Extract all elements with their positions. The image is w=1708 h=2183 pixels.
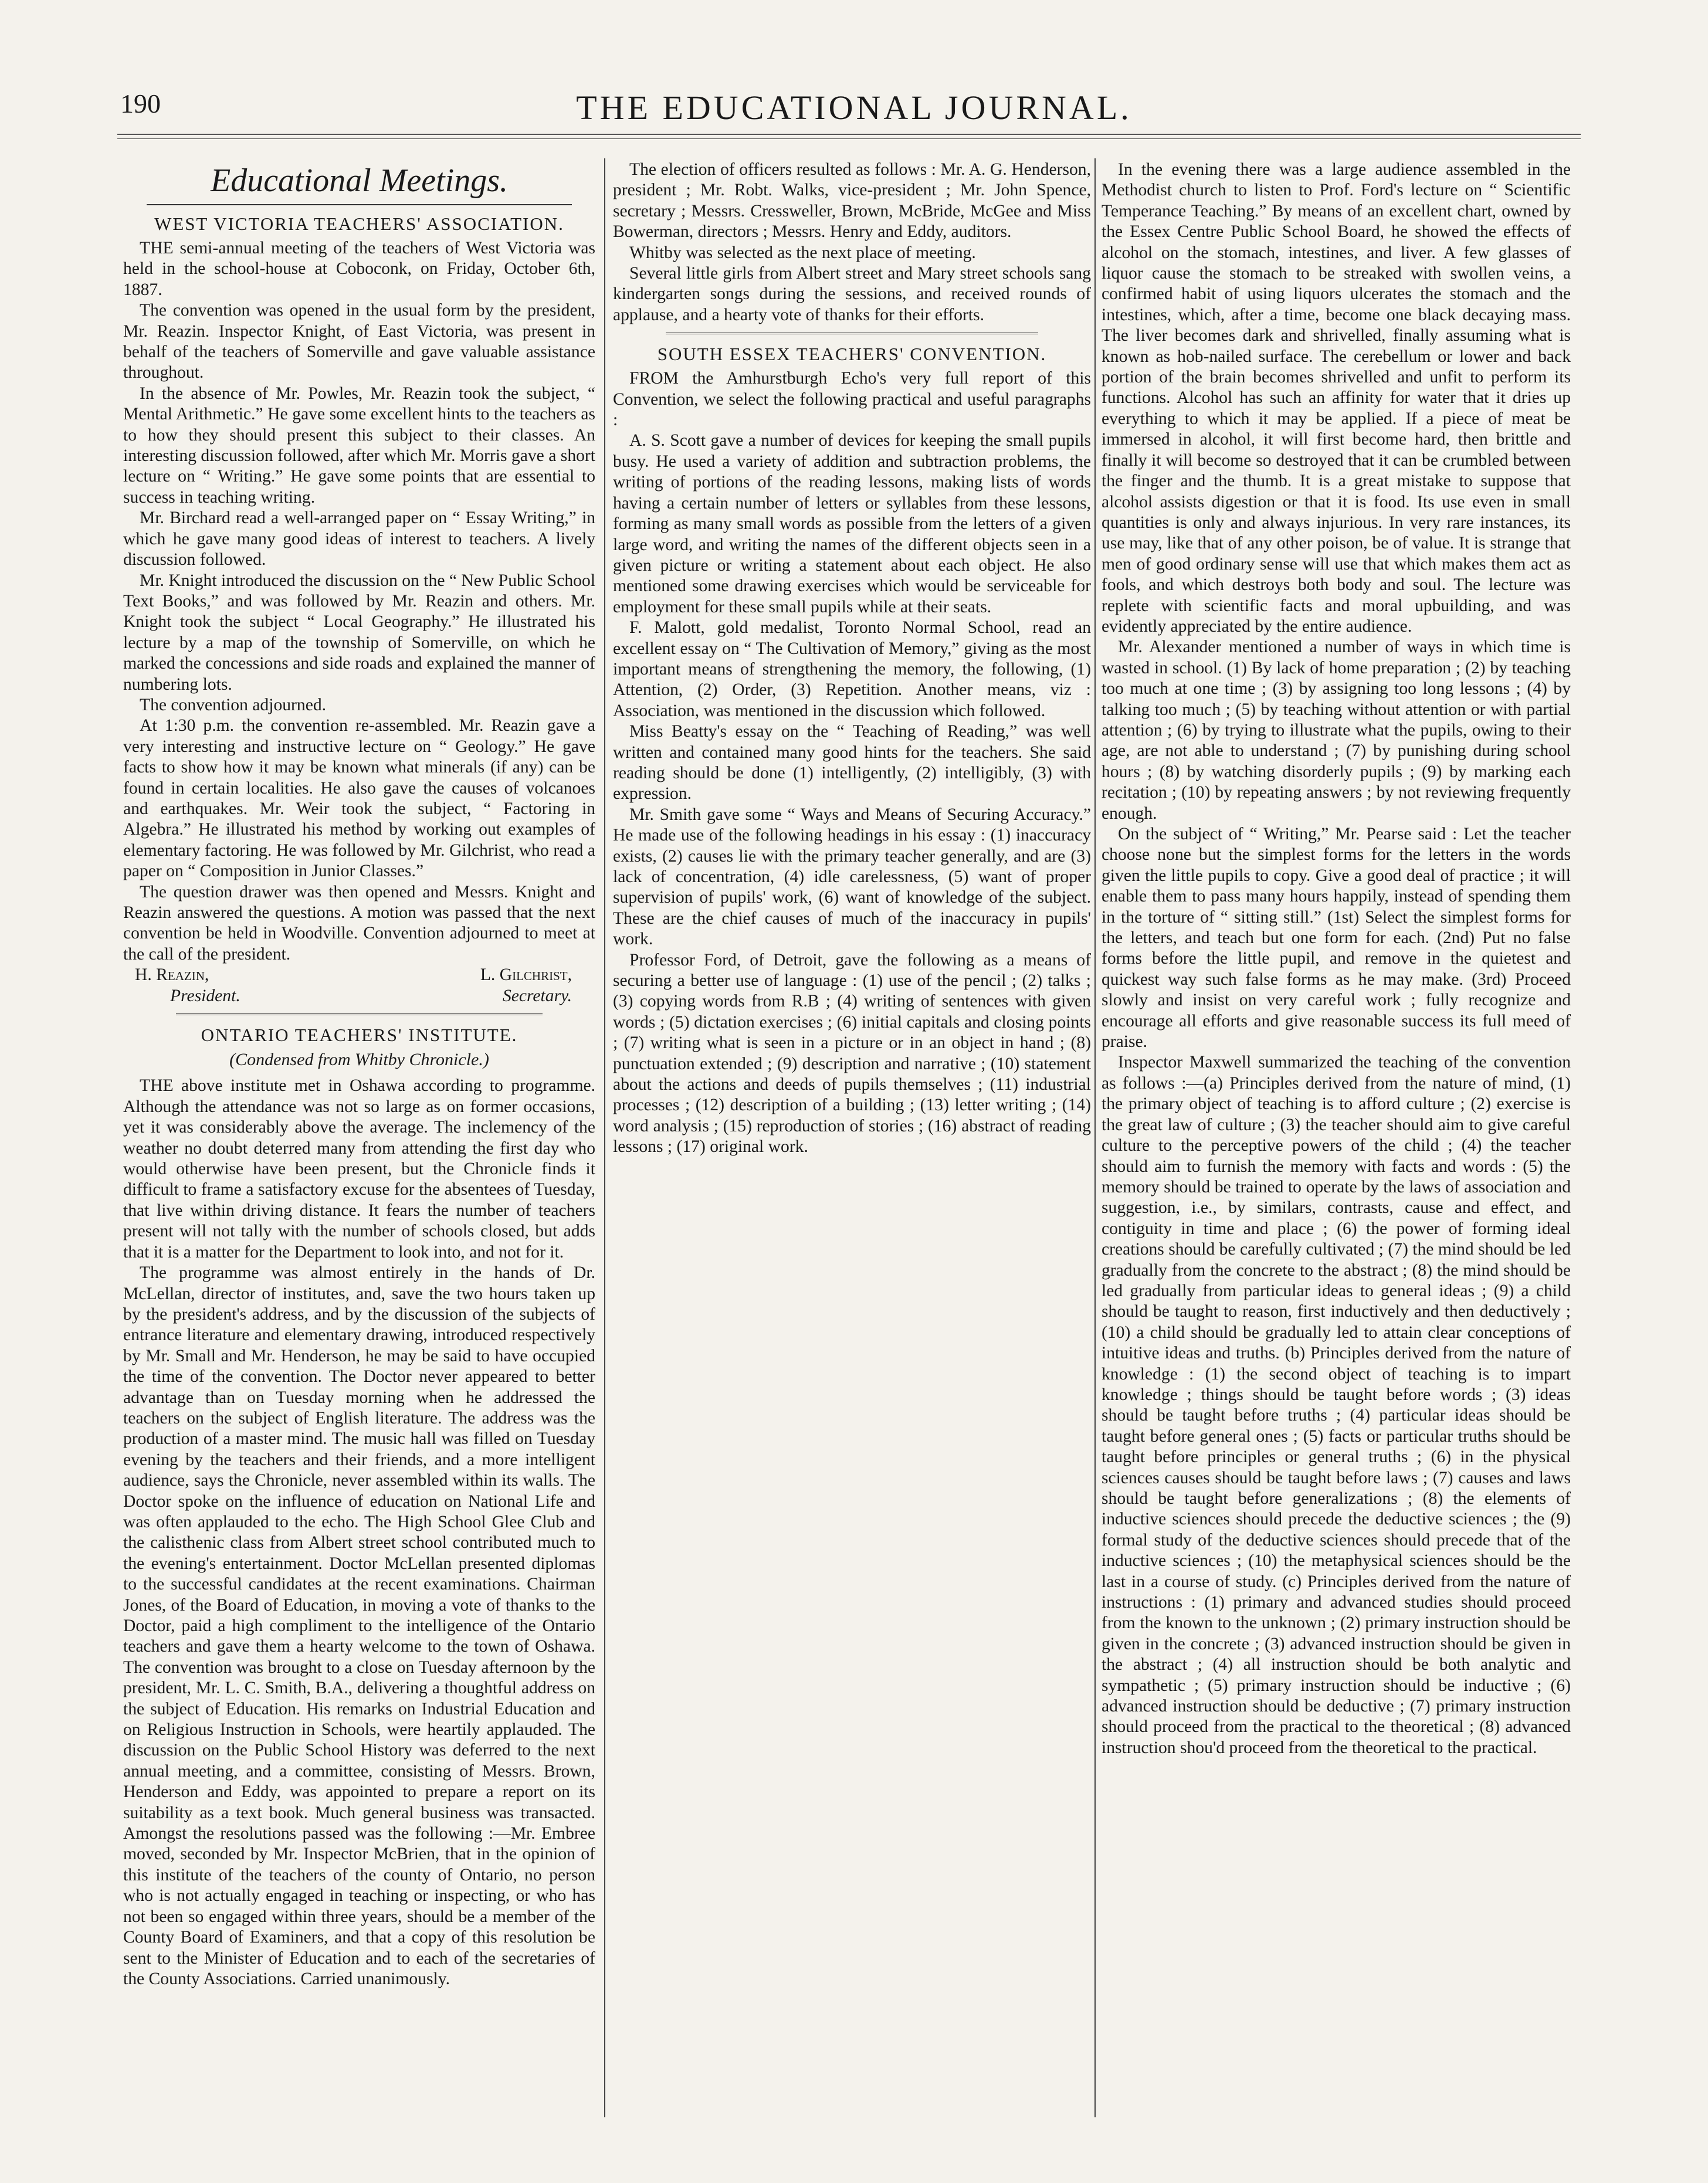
page-number: 190 [120, 89, 161, 118]
west-victoria-heading: WEST VICTORIA TEACHERS' ASSOCIATION. [154, 213, 564, 234]
paragraph: Professor Ford, of Detroit, gave the following as a means of securing a better use of language : (1) use of the pencil ; (2) talks ; (3) copying words from R.B ; (4) writing of sentences with given words ; (5) dictation exercises ; (6) initial capitals and closing points ; (7) writing what is seen in a picture or in an object in hand ; (8) punctuation extended ; (9) description and narrative ; (10) statement about the actions and deeds of pupils themselves ; (11) industrial processes ; (12) description of a building ; (13) letter writing ; (14) word analysis ; (15) reproduction of stories ; (16) abstract of reading lessons ; (17) original work. [613, 950, 1091, 1157]
paragraph: The programme was almost entirely in the hands of Dr. McLellan, director of institutes, and, save the two hours taken up by the president's address, and by the discussion of the subjects of entrance literature and elementary drawing, introduced respectively by Mr. Small and Mr. Henderson, he may be said to have occupied the time of the convention. The Doctor never appeared to better advantage than on Tuesday morning when he addressed the teachers on the subject of English literature. The address was the production of a master mind. The music hall was filled on Tuesday evening by the teachers and their friends, and a more intelligent audience, says the Chronicle, never assembled within its walls. The Doctor spoke on the influence of education on National Life and was often applauded to the echo. The High School Glee Club and the calisthenic class from Albert street school contributed much to the evening's entertainment. Doctor McLellan presented diplomas to the successful candidates at the recent examinations. Chairman Jones, of the Board of Education, in moving a vote of thanks to the Doctor, paid a high compliment to the intelligence of the Ontario teachers and gave them a hearty welcome to the town of Oshawa. The convention was brought to a close on Tuesday afternoon by the president, Mr. L. C. Smith, B.A., delivering a thoughtful address on the subject of Education. His remarks on Industrial Education and on Religious Instruction in Schools, were heartily applauded. The discussion on the Public School History was deferred to the next annual meeting, and a committee, consisting of Messrs. Brown, Henderson and Eddy, was appointed to prepare a report on its suitability as a text book. Much general business was transacted. Amongst the resolutions passed was the following :—Mr. Embree moved, seconded by Mr. Inspector McBrien, that in the opinion of this institute of the teachers of the county of Ontario, no person who is not actually engaged in teaching or inspecting, or who has not been so engaged within three years, should be a member of the County Board of Examiners, and that a copy of this resolution be sent to the Minister of Education and to each of the secretaries of the County Associations. Carried unanimously. [123, 1263, 595, 1988]
divider-rule [666, 333, 1038, 334]
paragraph: THE above institute met in Oshawa according to programme. Although the attendance was not so large as on former occasions, yet it was considerably above the average. The inclemency of the weather no doubt deterred many from attending the first day who would otherwise have been present, but the Chronicle finds it difficult to frame a satisfactory excuse for the absentees of Tuesday, that live within driving distance. It fears the number of teachers present will not tally with the number of schools closed, but adds that it is a matter for the Department to look into, and not for it. [123, 1076, 595, 1262]
paragraph: The convention adjourned. [140, 695, 327, 714]
paragraph: Whitby was selected as the next place of meeting. [629, 243, 976, 262]
paragraph: Inspector Maxwell summarized the teaching of the convention as follows :—(a) Principles derived from the nature of mind, (1) the primary object of teaching is to afford culture ; (2) exercise is the great law of culture ; (3) the teacher should aim to give careful culture to the perceptive powers of the child ; (4) the teacher should aim to furnish the memory with facts and words : (5) the memory should be trained to operate by the laws of association and suggestion, i.e., by similars, contrasts, cause and effect, and contiguity in time and place ; (6) the power of forming ideal creations should be carefully cultivated ; (7) the mind should be led gradually from the concrete to the abstract ; (8) the mind should be led gradually from particular ideas to general ideas ; (9) a child should be taught to reason, first inductively and then deductively ; (10) a child should be gradually led to attain clear conceptions of intuitive ideas and truths. (b) Principles derived from the nature of knowledge : (1) the second object of teaching is to impart knowledge ; things should be taught before words ; (3) ideas should be taught before truths ; (4) particular ideas should be taught before general ones ; (5) facts or particular truths should be taught before principles or general truths ; (6) in the physical sciences causes should be taught before laws ; (7) causes and laws should be taught before generalizations ; (8) the elements of inductive sciences should precede the deductive sciences ; the (9) formal study of the deductive sciences should precede that of the inductive sciences ; (10) the metaphysical sciences should be the last in a course of study. (c) Principles derived from the nature of instructions : (1) primary and advanced studies should proceed from the known to the unknown ; (2) primary instruction should be given in the concrete ; (3) advanced instruction should be given in the abstract ; (4) all instruction should be both analytic and sympathetic ; (5) primary instruction should be inductive ; (6) advanced instruction should be deductive ; (7) primary instruction should proceed from the practical to the theoretical ; (8) advanced instruction shou'd proceed from the theoretical to the practical. [1102, 1053, 1571, 1757]
section-title: Educational Meetings. [210, 162, 508, 199]
paragraph: A. S. Scott gave a number of devices for keeping the small pupils busy. He used a variety of addition and subtraction problems, the writing of portions of the reading lessons, making lists of words having a certain number of letters or syllables from these lessons, forming as many small words as possible from the letters of a given large word, and writing the names of the different objects seen in a given picture or writing a statement about each object. He also mentioned some drawing exercises which would be serviceable for employment for these small pupils while at their seats. [613, 431, 1091, 616]
paragraph: In the evening there was a large audience assembled in the Methodist church to listen to Prof. Ford's lecture on “ Scientific Temperance Teaching.” By means of an excellent chart, owned by the Essex Centre Public School Board, he showed the effects of alcohol on the stomach, intestines, and liver. A few glasses of liquor cause the stomach to be streaked with swollen veins, a confirmed habit of using liquors ulcerates the stomach and the intestines, which, after a time, become one black decaying mass. The liver becomes dark and shrivelled, finally assuming what is known as hob-nailed surface. The cerebellum or lower and back portion of the brain becomes shrivelled and unfit to perform its functions. Alcohol has such an affinity for water that it dries up everything to which it may be applied. If a piece of meat be immersed in alcohol, it will first become hard, then brittle and finally it will become so destroyed that it can be crumbled between the finger and the thumb. It is a great mistake to suppose that alcohol assists digestion or that it is food. Its use even in small quantities is only and always injurious. In very rare instances, its use may, like that of any other poison, be of value. It is strange that men of good ordinary sense will use that which makes them act as fools, and which destroys both body and soul. The lecture was replete with scientific facts and moral upbuilding, and was evidently appreciated by the entire audience. [1102, 160, 1571, 636]
ontario-heading: ONTARIO TEACHERS' INSTITUTE. [201, 1025, 518, 1046]
paragraph: Miss Beatty's essay on the “ Teaching of Reading,” was well written and contained many good hints for the teachers. She said reading should be done (1) intelligently, (2) intelligibly, (3) with expression. [613, 722, 1091, 804]
ontario-subheading: (Condensed from Whitby Chronicle.) [229, 1050, 489, 1070]
secretary-title: Secretary. [502, 986, 572, 1005]
header-rule-thin [117, 138, 1581, 139]
divider-rule [176, 1013, 543, 1015]
paragraph: The election of officers resulted as follows : Mr. A. G. Henderson, president ; Mr. Robt. Walks, vice-president ; Mr. John Spence, secretary ; Messrs. Cressweller, Brown, McBride, McGee and Miss Bowerman, directors ; Messrs. Henry and Eddy, auditors. [613, 160, 1091, 242]
signature-titles [123, 986, 595, 1006]
paragraph: The question drawer was then opened and Messrs. Knight and Reazin answered the questions. A motion was passed that the next convention be held in Woodville. Convention adjourned to meet at the call of the president. [123, 882, 595, 964]
paragraph: THE semi-annual meeting of the teachers of West Victoria was held in the school-house at Coboconk, on Friday, October 6th, 1887. [123, 239, 595, 299]
paragraph: Mr. Knight introduced the discussion on the “ New Public School Text Books,” and was followed by Mr. Reazin and others. Mr. Knight took the subject “ Local Geography.” He illustrated his lecture by a map of the township of Somerville, on which he marked the concessions and side roads and explained the manner of numbering lots. [123, 571, 595, 694]
column-divider [604, 158, 605, 2117]
signature-names [123, 965, 595, 985]
running-head: THE EDUCATIONAL JOURNAL. [576, 89, 1132, 127]
paragraph: Mr. Alexander mentioned a number of ways in which time is wasted in school. (1) By lack of home preparation ; (2) by teaching too much at one time ; (3) by assigning too long lessons ; (4) by talking too much ; (5) by teaching without attention or with partial attention ; (6) by trying to illustrate what the pupils, owing to their age, are not able to understand ; (7) by punishing during school hours ; (8) by watching disorderly pupils ; (9) by marking each recitation ; (10) by repeating answers ; by not reviewing frequently enough. [1102, 638, 1571, 823]
header-rule [117, 134, 1581, 135]
paragraph: In the absence of Mr. Powles, Mr. Reazin took the subject, “ Mental Arithmetic.” He gave some excellent hints to the teachers as to how they should present this subject to their classes. An interesting discussion followed, after which Mr. Morris gave a short lecture on “ Writing.” He gave some points that are essential to success in teaching writing. [123, 384, 595, 507]
column-3 [1102, 160, 1571, 1758]
paragraph: At 1:30 p.m. the convention re-assembled. Mr. Reazin gave a very interesting and instructive lecture on “ Geology.” He gave facts to show how it may be known what minerals (if any) can be found in certain localities. He also gave the causes of volcanoes and earthquakes. Mr. Weir took the subject, “ Factoring in Algebra.” He illustrated his method by working out examples of elementary factoring. He was followed by Mr. Gilchrist, who read a paper on “ Composition in Junior Classes.” [123, 716, 595, 881]
president-name: H. Reazin, [135, 965, 209, 985]
secretary-name: L. Gilchrist, [480, 965, 572, 985]
paragraph: Several little girls from Albert street and Mary street schools sang kindergarten songs during the sessions, and received rounds of applause, and a hearty vote of thanks for their efforts. [613, 264, 1091, 324]
column-divider [1094, 158, 1096, 2117]
paragraph: FROM the Amhurstburgh Echo's very full report of this Convention, we select the following practical and useful paragraphs : [613, 369, 1091, 430]
paragraph: Mr. Birchard read a well-arranged paper on “ Essay Writing,” in which he gave many good ideas of interest to teachers. A lively discussion followed. [123, 509, 595, 570]
paragraph: The convention was opened in the usual form by the president, Mr. Reazin. Inspector Knight, of East Victoria, was present in behalf of the teachers of Somerville and gave valuable assistance throughout. [123, 301, 595, 382]
paragraph: F. Malott, gold medalist, Toronto Normal School, read an excellent essay on “ The Cultivation of Memory,” giving as the most important means of strengthening the memory, the following, (1) Attention, (2) Order, (3) Repetition. Another means, viz : Association, was mentioned in the discussion which followed. [613, 618, 1091, 720]
paragraph: On the subject of “ Writing,” Mr. Pearse said : Let the teacher choose none but the simplest forms for the letters in the words given the little pupils to copy. Give a good deal of practice ; it will enable them to pass many hours happily, instead of spending them in the torture of “ sitting still.” (1st) Select the simplest forms for the letters, and teach but one form for each. (2nd) Put no false forms before the little pupil, and remove in the quietest and quickest way such false forms as he may make. (3rd) Proceed slowly and insist on very careful work ; fully recognize and encourage all efforts and give reasonable success its full meed of praise. [1102, 825, 1571, 1052]
south-essex-heading: SOUTH ESSEX TEACHERS' CONVENTION. [657, 344, 1047, 365]
column-2 [613, 160, 1091, 1158]
divider-rule [147, 204, 572, 205]
column-1 [123, 160, 595, 1989]
president-title: President. [170, 986, 240, 1005]
paragraph: Mr. Smith gave some “ Ways and Means of Securing Accuracy.” He made use of the following headings in his essay : (1) inaccuracy exists, (2) causes lie with the primary teacher generally, and are (3) lack of concentration, (4) idle carelessness, (5) want of proper supervision of pupils' work, (6) want of knowledge of the subject. These are the chief causes of much of the inaccuracy in pupils' work. [613, 805, 1091, 949]
